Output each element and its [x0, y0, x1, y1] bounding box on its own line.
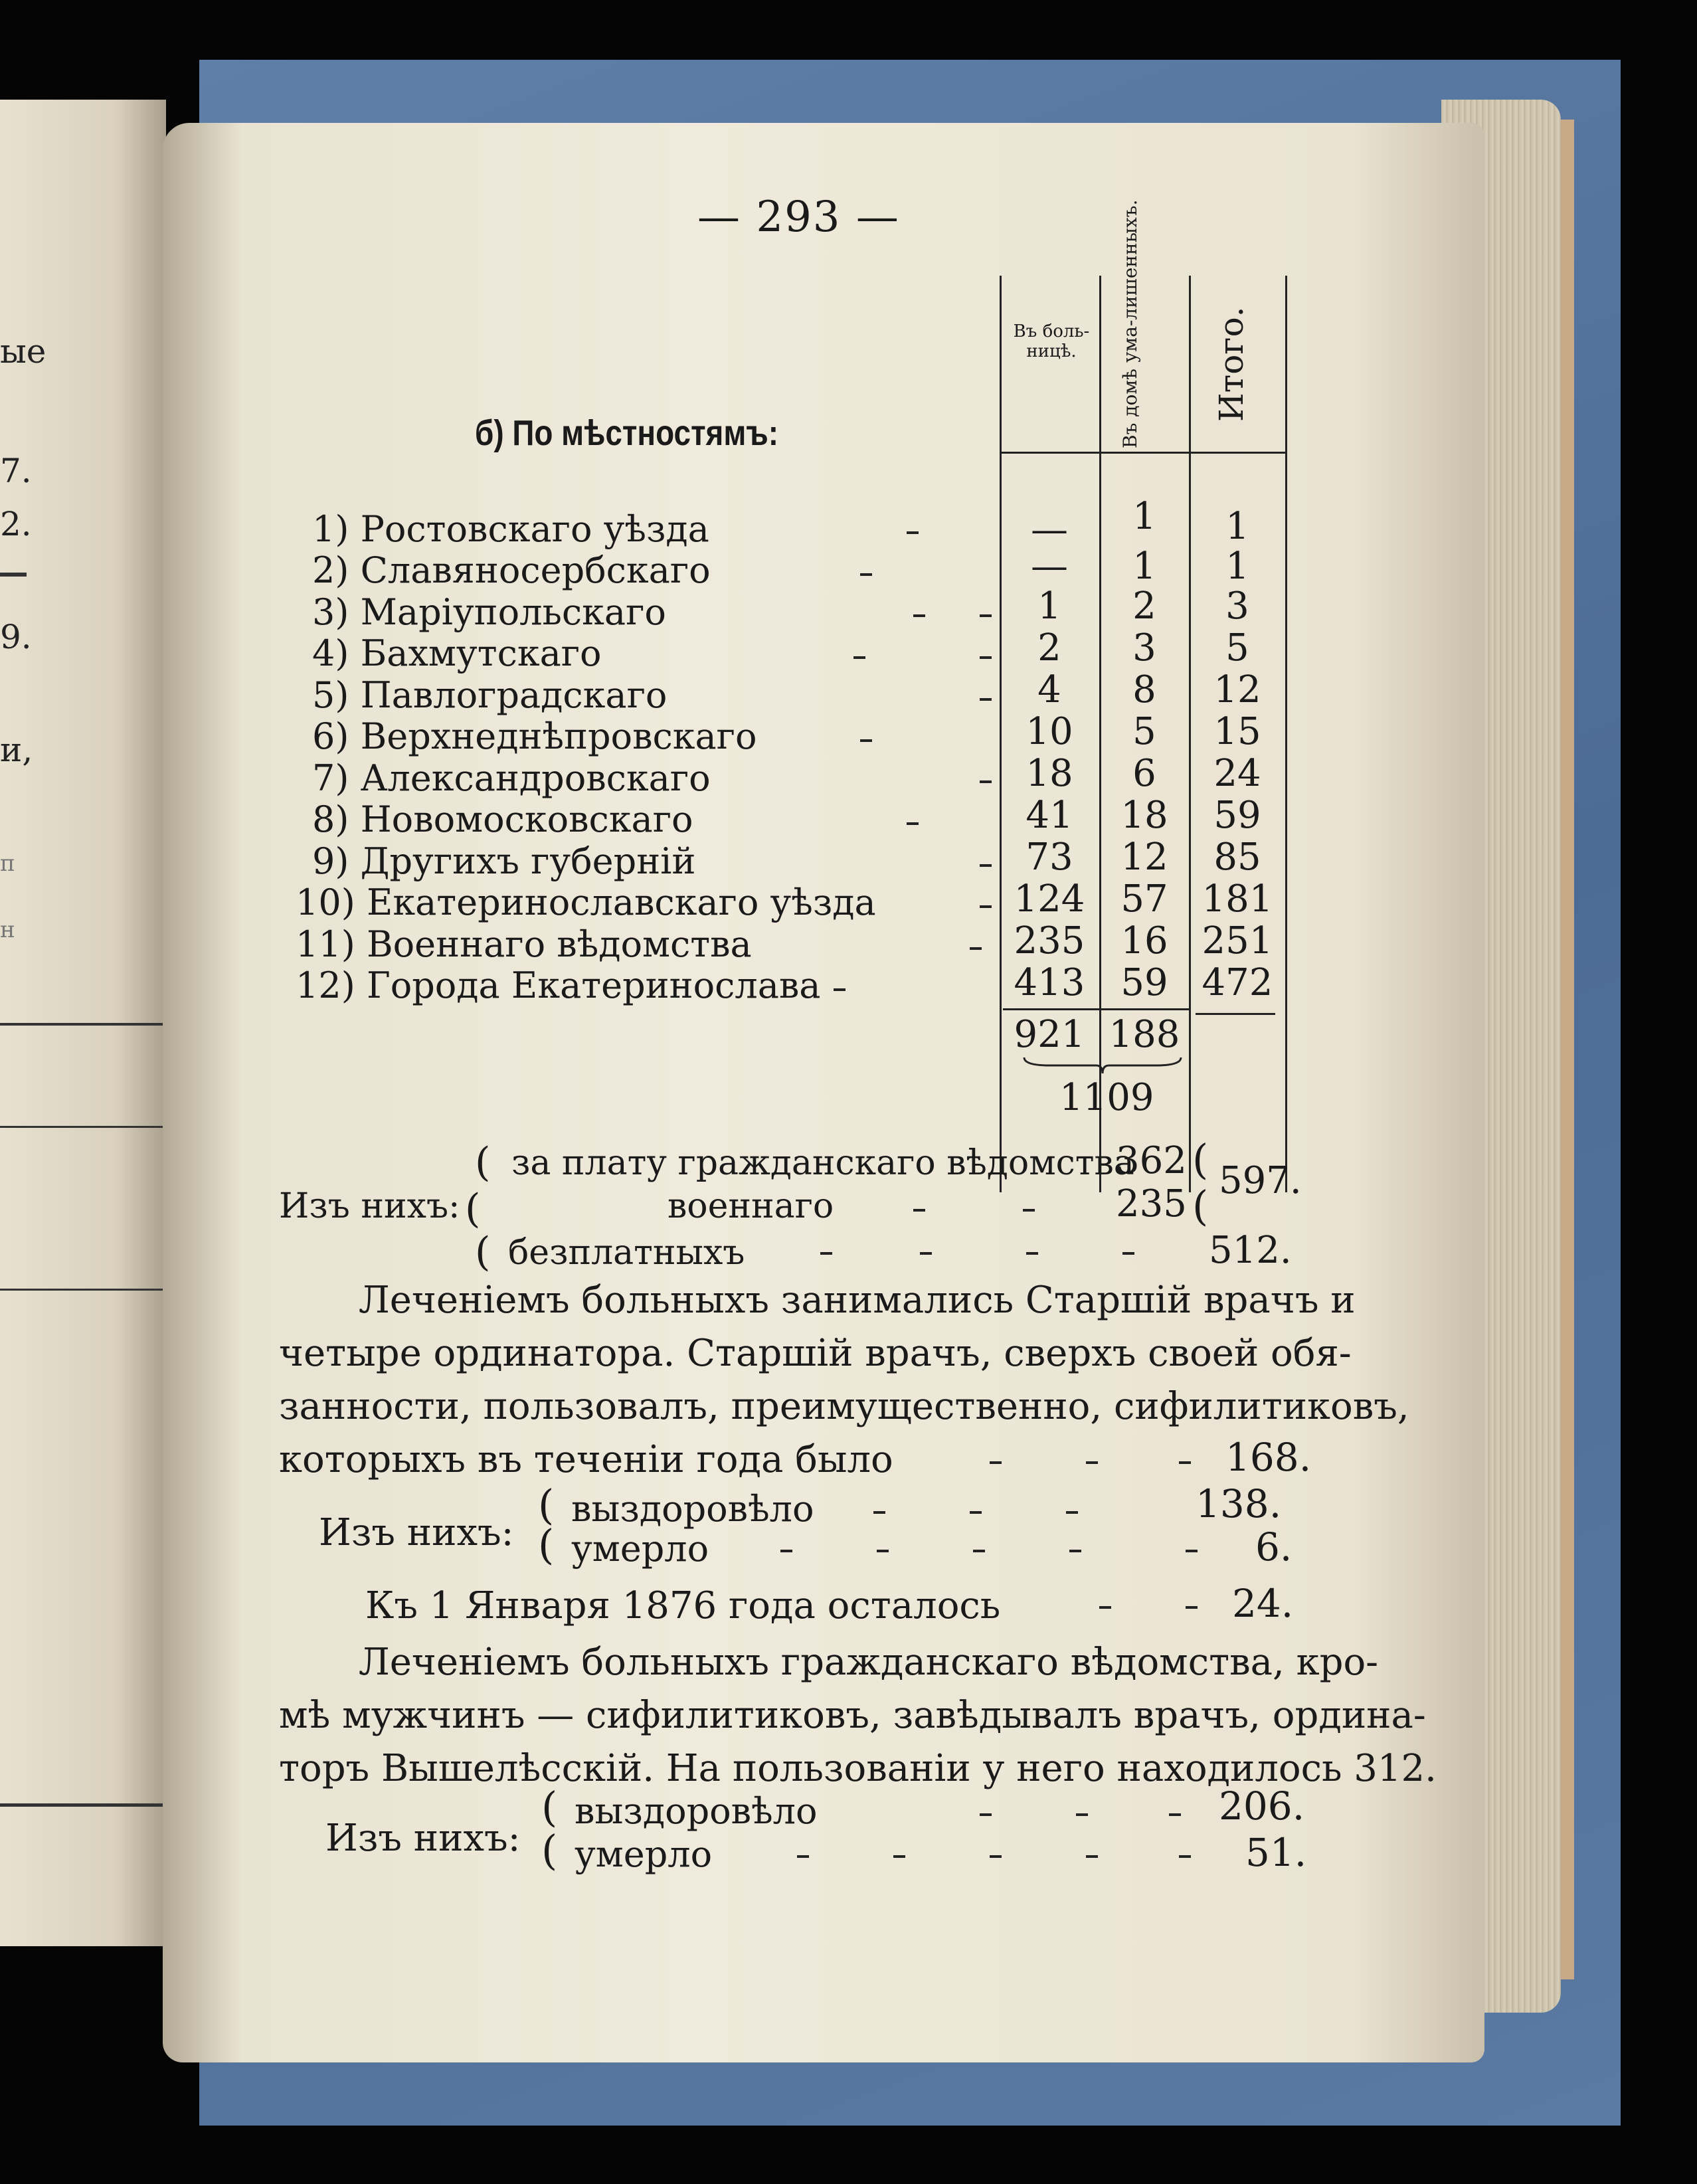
table-cell-asylum: 59 — [1120, 961, 1168, 1004]
column-header-asylum: Въ домѣ ума-лишенныхъ. — [1119, 199, 1141, 448]
leader-dash — [990, 1461, 1002, 1464]
left-page-rule — [0, 573, 27, 577]
remaining-label: Къ 1 Января 1876 года осталось — [365, 1584, 1001, 1627]
table-cell-total: 251 — [1202, 919, 1273, 962]
table-cell-hospital: 1 — [1037, 585, 1061, 628]
outcome-died-label: умерло — [571, 1528, 709, 1570]
page-number: — 293 — — [697, 193, 900, 242]
leader-dash — [780, 1550, 792, 1552]
column-header-total: Итого. — [1212, 306, 1251, 422]
left-page-fragment: 9. — [0, 618, 32, 656]
outcome-recovered-label: выздоровѣло — [571, 1488, 814, 1530]
table-cell-hospital: 413 — [1014, 961, 1085, 1004]
table-cell-asylum: 2 — [1132, 585, 1156, 628]
table-row-label: 10) Екатеринославскаго уѣзда — [296, 881, 876, 923]
table-cell-total: 181 — [1202, 877, 1273, 921]
table-cell-asylum: 6 — [1132, 752, 1156, 795]
leader-dash — [1086, 1461, 1098, 1464]
brace-icon: ( — [538, 1481, 555, 1529]
leader-dash — [980, 780, 992, 783]
table-row-label: 4) Бахмутскаго — [312, 632, 602, 674]
leader-dash — [980, 698, 992, 701]
leader-dash — [1076, 1813, 1088, 1816]
leader-dash — [1023, 1209, 1035, 1212]
leader-dash — [980, 1813, 992, 1816]
outcome-prefix: Изъ нихъ: — [319, 1511, 514, 1554]
brace-icon: ( — [1192, 1135, 1209, 1184]
outcome-recovered-value: 138. — [1196, 1481, 1282, 1526]
brace-icon: ( — [541, 1783, 558, 1831]
brace-icon: ( — [475, 1139, 491, 1186]
leader-dash — [1186, 1606, 1198, 1609]
leader-dash — [797, 1855, 809, 1858]
leader-dash — [1122, 1252, 1134, 1255]
table-cell-hospital: 41 — [1026, 794, 1073, 837]
table-cell-total: 1 — [1225, 545, 1249, 588]
section-heading: б) По мѣстностямъ: — [475, 413, 779, 453]
leader-dash — [1099, 1606, 1111, 1609]
left-page-rule — [0, 1126, 163, 1128]
brace-icon — [1023, 1056, 1182, 1076]
leader-dash — [1179, 1461, 1191, 1464]
table-row-label: 9) Другихъ губерній — [312, 840, 696, 882]
table-cell-hospital: — — [1031, 545, 1068, 588]
table-cell-asylum: 3 — [1132, 626, 1156, 670]
sum-rule — [1003, 1008, 1189, 1010]
paragraph-line: четыре ординатора. Старшій врачъ, сверхъ своей обя- — [279, 1332, 1352, 1375]
table-cell-hospital: 2 — [1037, 626, 1061, 670]
table-cell-asylum: 16 — [1120, 919, 1168, 962]
brace-icon: ( — [541, 1826, 558, 1874]
table-row-label: 6) Верхнеднѣпровскаго — [312, 715, 757, 757]
left-page-rule — [0, 1803, 163, 1807]
table-cell-total: 59 — [1213, 794, 1261, 837]
payment-line1-value: 362 — [1116, 1139, 1187, 1182]
brace-icon: ( — [538, 1520, 555, 1569]
brace-icon: ( — [465, 1186, 481, 1232]
table-row-label: 7) Александровскаго — [312, 757, 711, 799]
leader-dash — [1169, 1813, 1181, 1816]
table-cell-hospital: 4 — [1037, 668, 1061, 711]
leader-dash — [1069, 1550, 1081, 1552]
leader-dash — [907, 822, 919, 825]
outcome-died-value: 51. — [1245, 1830, 1307, 1875]
leader-dash — [860, 739, 872, 742]
remaining-value: 24. — [1232, 1581, 1294, 1626]
table-cell-asylum: 1 — [1132, 495, 1156, 538]
paragraph-line: занности, пользовалъ, преимущественно, сифилитиковъ, — [279, 1385, 1409, 1428]
table-cell-asylum: 12 — [1120, 836, 1168, 879]
leader-dash — [873, 1511, 885, 1514]
sum-rule — [1196, 1013, 1275, 1015]
sum-asylum: 188 — [1109, 1013, 1180, 1056]
table-row-label: 12) Города Екатеринослава — [296, 964, 821, 1006]
leader-dash — [1179, 1855, 1191, 1858]
table-cell-asylum: 5 — [1132, 710, 1156, 753]
left-page-rule — [0, 1289, 163, 1291]
leader-dash — [853, 656, 865, 659]
paragraph-line: Леченіемъ больныхъ занимались Старшій врачъ и — [359, 1279, 1356, 1322]
column-header-hospital: Въ боль-ницѣ. — [1013, 321, 1090, 361]
leader-dash — [1086, 1855, 1098, 1858]
payment-line3-label: безплатныхъ — [508, 1233, 745, 1273]
paragraph-line: мѣ мужчинъ — сифилитиковъ, завѣдывалъ врачъ, ордина- — [279, 1694, 1426, 1737]
left-page-fragment: н — [0, 917, 15, 943]
brace-icon: ( — [1192, 1182, 1209, 1230]
table-cell-hospital: 235 — [1014, 919, 1085, 962]
leader-dash — [834, 988, 846, 991]
table-cell-total: 12 — [1213, 668, 1261, 711]
leader-dash — [920, 1252, 932, 1255]
table-cell-hospital: 18 — [1026, 752, 1073, 795]
table-cell-hospital: — — [1031, 508, 1068, 551]
left-page-fragment: и, — [0, 731, 33, 769]
table-row-label: 8) Новомосковскаго — [312, 798, 693, 840]
grand-total: 1109 — [1059, 1076, 1154, 1119]
leader-dash — [820, 1252, 832, 1255]
leader-dash — [860, 573, 872, 576]
leader-dash — [990, 1855, 1002, 1858]
leader-dash — [980, 656, 992, 659]
outcome-died-value: 6. — [1255, 1524, 1293, 1570]
left-page-rule — [0, 1023, 163, 1026]
payment-prefix: Изъ нихъ: — [279, 1186, 460, 1226]
leader-dash — [913, 1209, 925, 1212]
leader-dash — [1186, 1550, 1198, 1552]
payment-line2-label: военнаго — [668, 1186, 834, 1226]
table-row-label: 5) Павлоградскаго — [312, 674, 668, 716]
table-cell-total: 1 — [1225, 505, 1249, 548]
table-cell-hospital: 10 — [1026, 710, 1073, 753]
table-cell-asylum: 57 — [1120, 877, 1168, 921]
leader-dash — [877, 1550, 889, 1552]
sum-hospital: 921 — [1014, 1013, 1085, 1056]
table-cell-total: 24 — [1213, 752, 1261, 795]
left-page-fragment: 2. — [0, 505, 32, 543]
leader-dash — [1066, 1511, 1078, 1514]
table-cell-asylum: 18 — [1120, 794, 1168, 837]
paragraph-line: которыхъ въ теченіи года было — [279, 1438, 893, 1481]
outcome-prefix: Изъ нихъ: — [325, 1817, 521, 1860]
table-row-label: 3) Маріупольскаго — [312, 591, 666, 633]
payment-combined: 597. — [1219, 1159, 1302, 1202]
leader-dash — [913, 614, 925, 617]
leader-dash — [1026, 1252, 1038, 1255]
outcome-recovered-value: 206. — [1219, 1783, 1305, 1829]
table-cell-total: 15 — [1213, 710, 1261, 753]
table-cell-total: 472 — [1202, 961, 1273, 1004]
leader-dash — [970, 947, 982, 950]
paragraph-value: 168. — [1225, 1435, 1312, 1480]
table-row-label: 2) Славяносербскаго — [312, 549, 711, 591]
leader-dash — [980, 614, 992, 617]
left-page-fragment: 7. — [0, 452, 32, 490]
table-column-rule — [1000, 276, 1002, 1192]
left-page-fragment: ые — [0, 332, 46, 371]
leader-dash — [907, 531, 919, 534]
leader-dash — [970, 1511, 982, 1514]
book-page — [163, 123, 1484, 2062]
table-cell-hospital: 124 — [1014, 877, 1085, 921]
leader-dash — [893, 1855, 905, 1858]
payment-line2-value: 235 — [1116, 1182, 1187, 1226]
table-cell-total: 5 — [1225, 626, 1249, 670]
leader-dash — [980, 905, 992, 908]
table-column-rule — [1285, 276, 1287, 1192]
table-cell-hospital: 73 — [1026, 836, 1073, 879]
paragraph-line: торъ Вышелѣсскій. На пользованіи у него находилось 312. — [279, 1747, 1437, 1790]
payment-line1-label: за плату гражданскаго вѣдомства — [511, 1143, 1134, 1183]
table-cell-asylum: 8 — [1132, 668, 1156, 711]
payment-line3-value: 512. — [1209, 1229, 1292, 1272]
outcome-died-label: умерло — [575, 1833, 713, 1875]
table-cell-total: 3 — [1225, 585, 1249, 628]
outcome-recovered-label: выздоровѣло — [575, 1790, 818, 1832]
left-page — [0, 100, 166, 1946]
paragraph-line: Леченіемъ больныхъ гражданскаго вѣдомства, кро- — [359, 1641, 1379, 1684]
brace-icon: ( — [475, 1229, 491, 1275]
table-row-label: 1) Ростовскаго уѣзда — [312, 508, 709, 550]
table-header-rule — [1000, 452, 1285, 454]
table-cell-total: 85 — [1213, 836, 1261, 879]
leader-dash — [980, 864, 992, 867]
left-page-fragment: п — [0, 850, 15, 877]
table-cell-asylum: 1 — [1132, 545, 1156, 588]
leader-dash — [973, 1550, 985, 1552]
table-row-label: 11) Военнаго вѣдомства — [296, 923, 752, 965]
